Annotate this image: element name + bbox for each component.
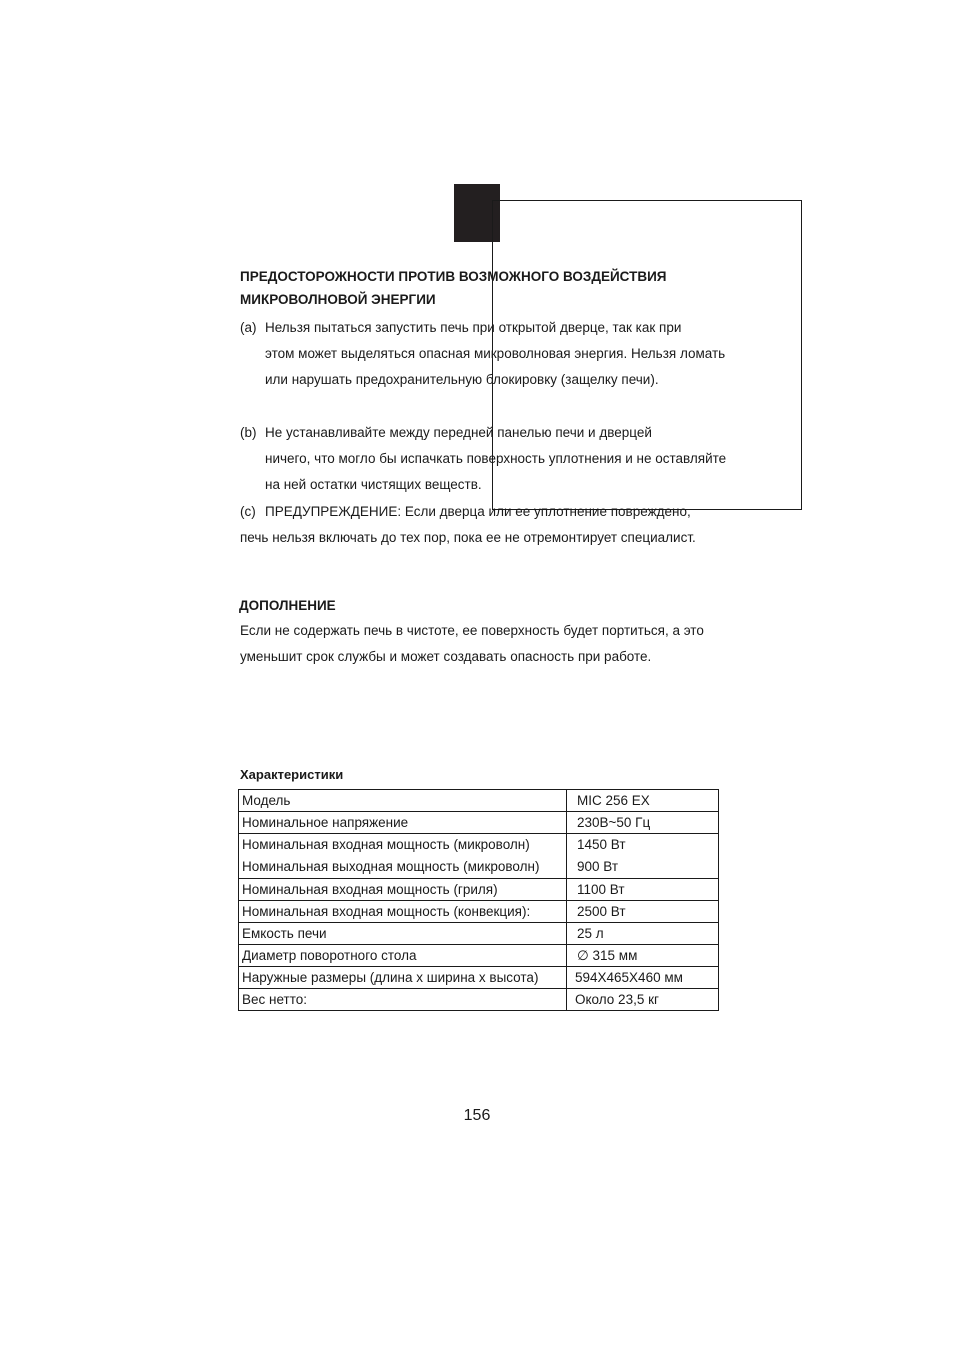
table-row <box>239 834 719 879</box>
spec-label: Номинальная входная мощность (конвекция): <box>239 901 567 923</box>
spec-value: Около 23,5 кг <box>567 989 719 1011</box>
spec-label: Номинальная выходная мощность (микроволн) <box>242 859 540 874</box>
spec-value: 25 л <box>567 923 719 945</box>
table-row <box>239 945 719 967</box>
spec-value: 1450 Вт <box>577 837 626 852</box>
spec-value: 2500 Вт <box>567 901 719 923</box>
spec-value: ∅ 315 мм <box>567 945 719 967</box>
item-first-line: Не устанавливайте между передней панелью печи и дверцей <box>265 425 652 440</box>
spec-value: 1100 Вт <box>567 879 719 901</box>
specs-table <box>238 789 719 1011</box>
spec-value: MIC 256 EX <box>567 790 719 812</box>
addition-text: Если не содержать печь в чистоте, ее поверхность будет портиться, а это уменьшит срок службы и может создавать опасность при работе. <box>240 623 704 665</box>
precautions-heading-line1: ПРЕДОСТОРОЖНОСТИ ПРОТИВ ВОЗМОЖНОГО ВОЗДЕЙСТВИЯ <box>240 269 667 284</box>
addition-heading: ДОПОЛНЕНИЕ <box>239 598 336 613</box>
precaution-item-c <box>240 499 730 551</box>
table-row <box>239 923 719 945</box>
precaution-item-a <box>240 315 730 394</box>
spec-value: 230В~50 Гц <box>567 812 719 834</box>
item-marker: (a) <box>240 320 257 335</box>
table-row <box>239 812 719 834</box>
spec-value: 900 Вт <box>577 859 619 874</box>
spec-label: Номинальная входная мощность (микроволн) <box>242 837 530 852</box>
item-continuation: ничего, что могло бы испачкать поверхность уплотнения и не оставляйте на ней остатки чистящих веществ. <box>265 451 727 493</box>
precautions-heading-line2: МИКРОВОЛНОВОЙ ЭНЕРГИИ <box>240 292 436 307</box>
specs-heading: Характеристики <box>240 767 344 782</box>
spec-label-group <box>239 834 567 879</box>
item-continuation: печь нельзя включать до тех пор, пока ее не отремонтирует специалист. <box>240 530 696 546</box>
table-row <box>239 901 719 923</box>
spec-label: Модель <box>239 790 567 812</box>
spec-value-group <box>567 834 719 879</box>
spec-label: Номинальная входная мощность (гриля) <box>239 879 567 901</box>
table-row <box>239 967 719 989</box>
item-first-line: Нельзя пытаться запустить печь при открытой дверце, так как при <box>265 320 682 335</box>
spec-label: Наружные размеры (длина х ширина х высота) <box>239 967 567 989</box>
spec-value: 594X465X460 мм <box>567 967 719 989</box>
precaution-item-b <box>240 420 730 499</box>
spec-label: Номинальное напряжение <box>239 812 567 834</box>
item-marker: (c) <box>240 504 256 519</box>
item-marker: (b) <box>240 425 257 440</box>
table-row <box>239 790 719 812</box>
spec-label: Емкость печи <box>239 923 567 945</box>
table-row <box>239 989 719 1011</box>
item-first-line: ПРЕДУПРЕЖДЕНИЕ: Если дверца или ее уплотнение повреждено, <box>265 504 691 519</box>
page-number: 156 <box>463 1107 491 1124</box>
item-continuation: этом может выделяться опасная микроволновая энергия. Нельзя ломать или нарушать предохранительную блокировку (защелку печи). <box>265 346 726 388</box>
table-row <box>239 879 719 901</box>
spec-label: Вес нетто: <box>239 989 567 1011</box>
precautions-heading <box>240 265 760 311</box>
spec-label: Диаметр поворотного стола <box>239 945 567 967</box>
